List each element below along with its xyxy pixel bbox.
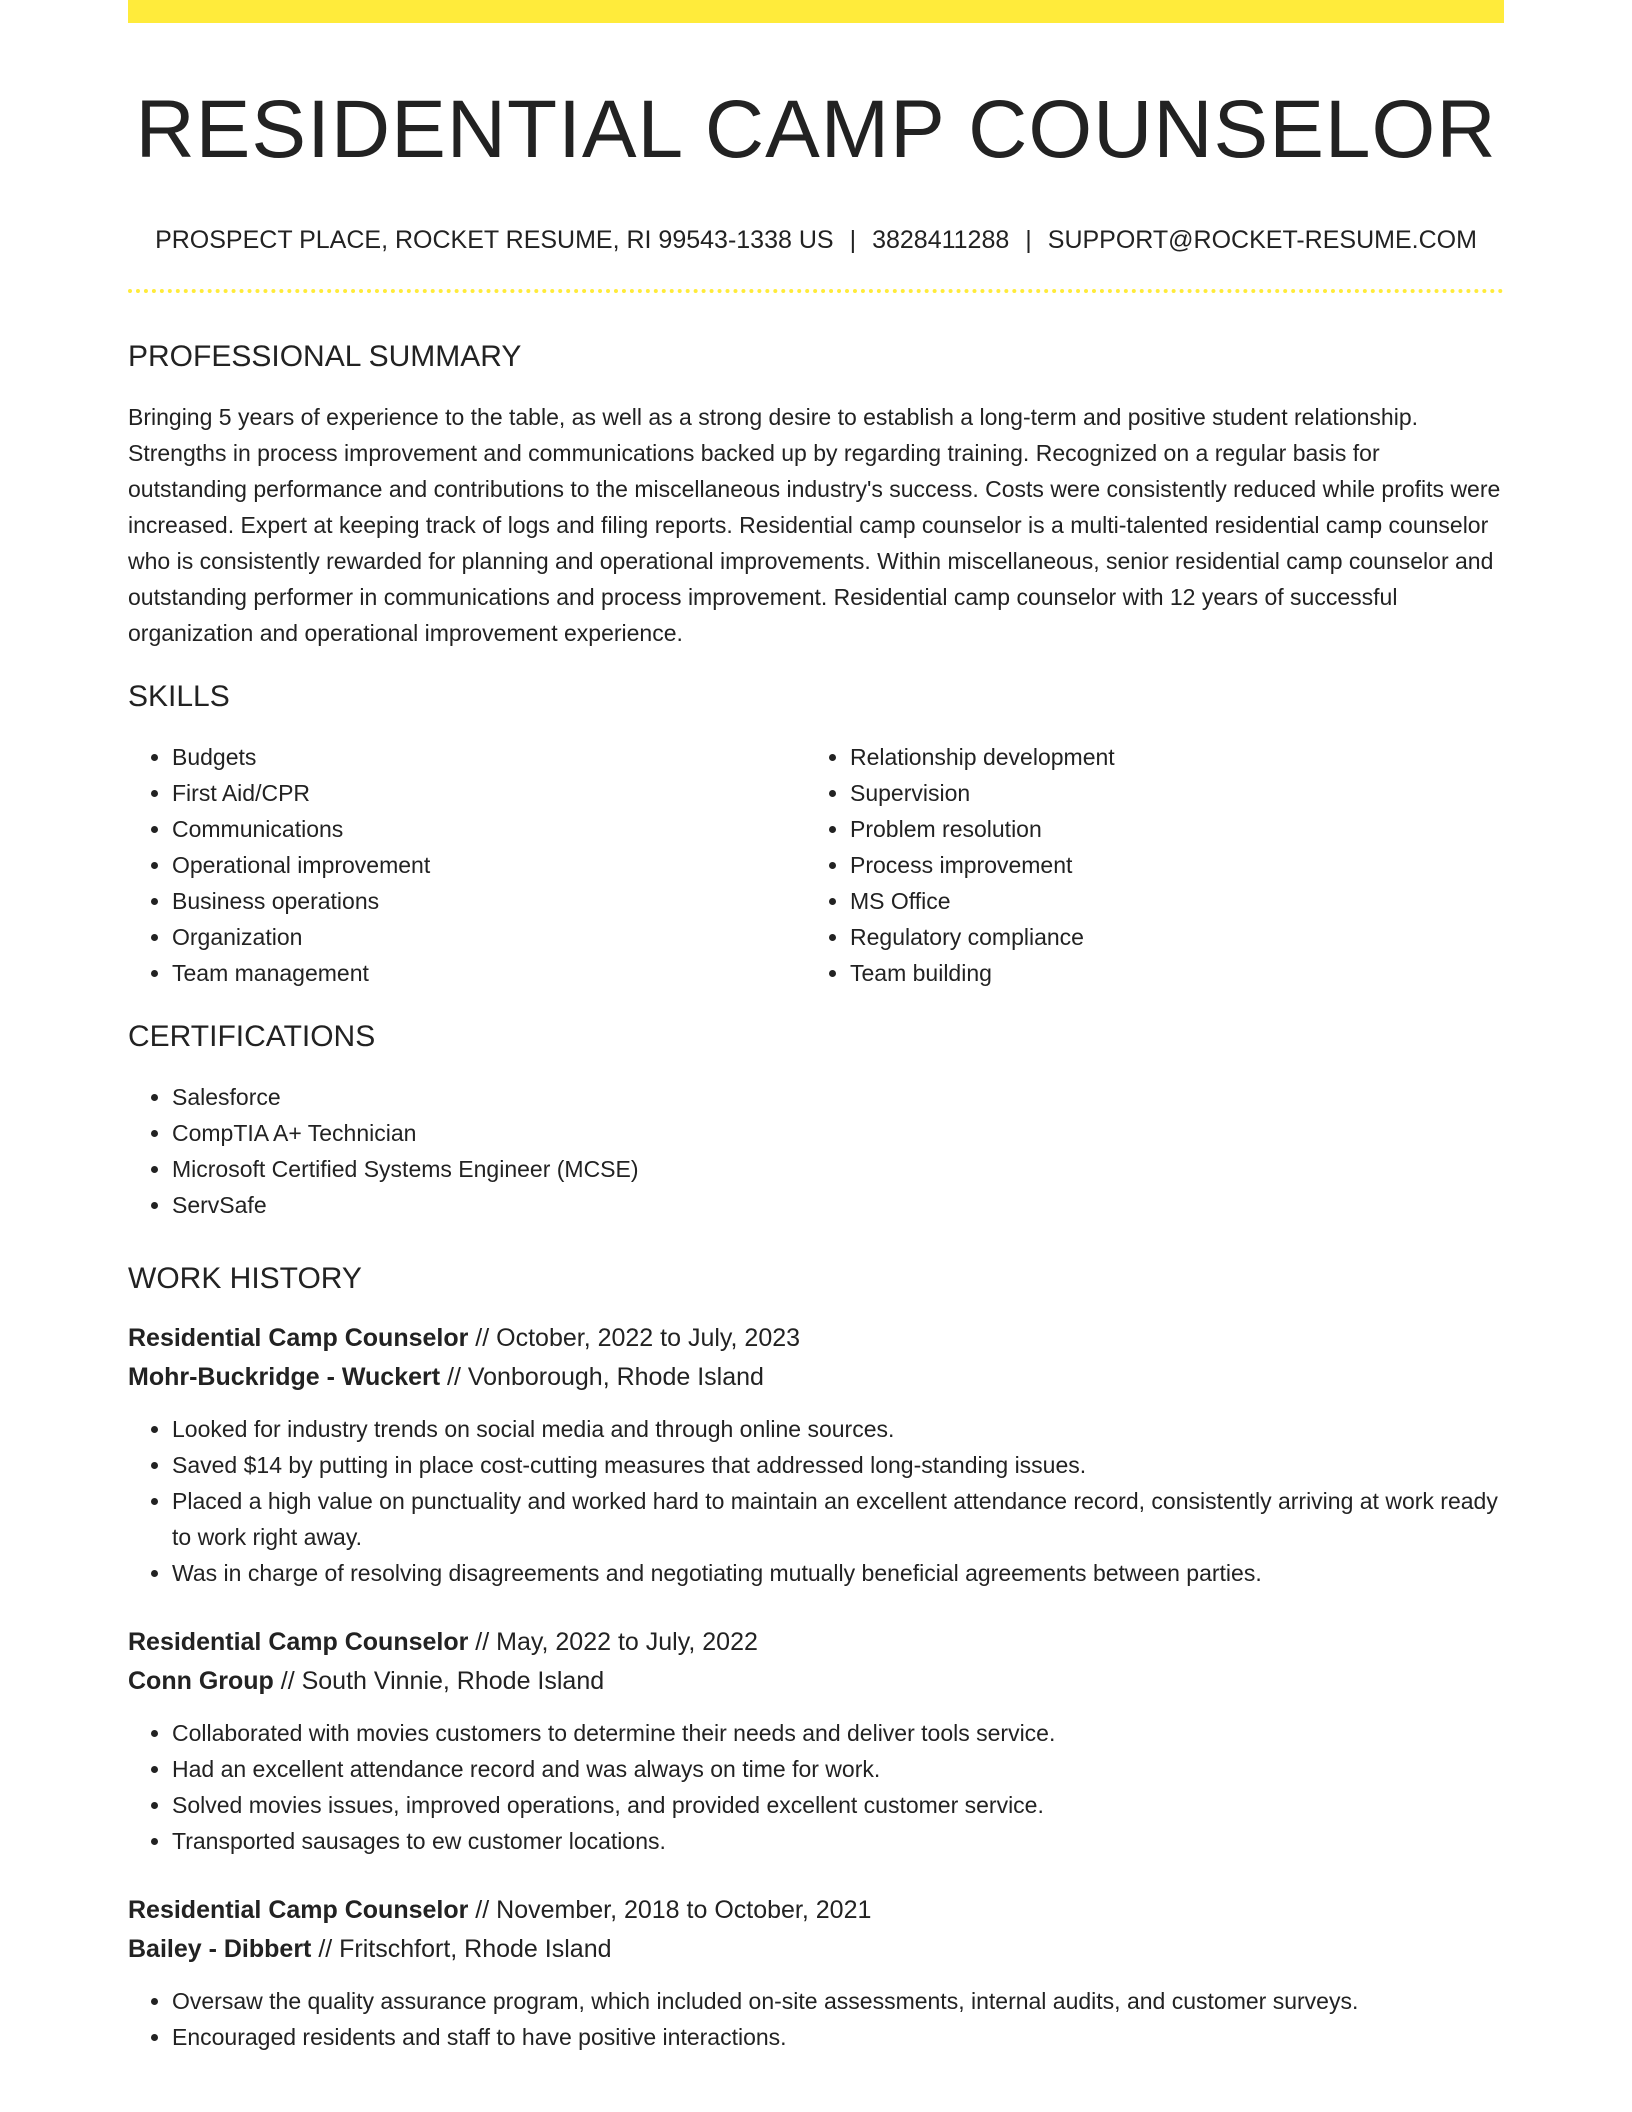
skill-item: • Regulatory compliance (850, 919, 1484, 955)
job-title: Residential Camp Counselor (128, 1628, 469, 1657)
job-title-line (128, 1319, 1504, 1358)
contact-line (128, 225, 1504, 255)
job-bullet: • Transported sausages to ew customer locations. (172, 1823, 1504, 1859)
job-company-line (128, 1358, 1504, 1397)
skills-list-right (806, 739, 1484, 991)
certification-item: • Microsoft Certified Systems Engineer (MCSE) (172, 1151, 1504, 1187)
job-location: // Vonborough, Rhode Island (440, 1363, 764, 1392)
job-company: Bailey - Dibbert (128, 1935, 312, 1964)
job-bullet: • Saved $14 by putting in place cost-cutting measures that addressed long-standing issues. (172, 1447, 1504, 1483)
header-divider (128, 289, 1504, 293)
job-entry (128, 1319, 1504, 1591)
job-title-line (128, 1623, 1504, 1662)
job-location: // Fritschfort, Rhode Island (311, 1935, 612, 1964)
skill-item: • Business operations (172, 883, 806, 919)
work-history-heading: WORK HISTORY (128, 1262, 362, 1296)
certification-item: • CompTIA A+ Technician (172, 1115, 1504, 1151)
certification-item: • ServSafe (172, 1187, 1504, 1223)
contact-address: PROSPECT PLACE, ROCKET RESUME, RI 99543-1338 US (155, 226, 834, 255)
job-company: Mohr-Buckridge - Wuckert (128, 1363, 441, 1392)
job-bullet: • Had an excellent attendance record and was always on time for work. (172, 1751, 1504, 1787)
resume-page (128, 0, 1504, 2055)
skill-item: • Team management (172, 955, 806, 991)
job-bullet: • Looked for industry trends on social media and through online sources. (172, 1411, 1504, 1447)
job-bullets (128, 1715, 1504, 1859)
skill-item: • Supervision (850, 775, 1484, 811)
skill-item: • Problem resolution (850, 811, 1484, 847)
certifications-list (128, 1079, 1504, 1223)
skill-item: • Organization (172, 919, 806, 955)
skill-item: • Budgets (172, 739, 806, 775)
skill-item: • Process improvement (850, 847, 1484, 883)
job-entry (128, 1623, 1504, 1859)
skill-item: • MS Office (850, 883, 1484, 919)
skill-item: • Communications (172, 811, 806, 847)
skill-item: • Operational improvement (172, 847, 806, 883)
summary-heading: PROFESSIONAL SUMMARY (128, 340, 522, 374)
job-entry (128, 1891, 1504, 2055)
skills-list-left (128, 739, 806, 991)
skills-heading: SKILLS (128, 680, 230, 714)
contact-email: SUPPORT@ROCKET-RESUME.COM (1047, 226, 1477, 255)
job-bullet: • Placed a high value on punctuality and worked hard to maintain an excellent attendance record, consistently arriving at work ready to work right away. (172, 1483, 1504, 1555)
job-company-line (128, 1662, 1504, 1701)
job-bullet: • Collaborated with movies customers to determine their needs and deliver tools service. (172, 1715, 1504, 1751)
job-bullets (128, 1983, 1504, 2055)
contact-separator: | (1025, 226, 1032, 255)
job-bullet: • Encouraged residents and staff to have positive interactions. (172, 2019, 1504, 2055)
certification-item: • Salesforce (172, 1079, 1504, 1115)
job-company: Conn Group (128, 1667, 274, 1696)
job-location: // South Vinnie, Rhode Island (273, 1667, 605, 1696)
job-bullet: • Was in charge of resolving disagreements and negotiating mutually beneficial agreements between parties. (172, 1555, 1504, 1591)
job-dates: // October, 2022 to July, 2023 (468, 1324, 801, 1353)
top-accent-bar (128, 0, 1504, 23)
job-title-line (128, 1891, 1504, 1930)
contact-phone: 3828411288 (872, 226, 1010, 255)
job-title: Residential Camp Counselor (128, 1896, 469, 1925)
job-bullets (128, 1411, 1504, 1591)
certifications-heading: CERTIFICATIONS (128, 1020, 376, 1054)
candidate-name: RESIDENTIAL CAMP COUNSELOR (135, 84, 1497, 175)
job-title: Residential Camp Counselor (128, 1324, 469, 1353)
job-bullet: • Solved movies issues, improved operations, and provided excellent customer service. (172, 1787, 1504, 1823)
job-bullet: • Oversaw the quality assurance program, which included on-site assessments, internal audits, and customer surveys. (172, 1983, 1504, 2019)
job-dates: // November, 2018 to October, 2021 (468, 1896, 872, 1925)
summary-text: Bringing 5 years of experience to the table, as well as a strong desire to establish a long-term and positive student relationship. Strengths in process improvement and communications backed up by regarding training. Recognized on a regular basis for outstanding performance and contributions to the miscellaneous industry's success. Costs were consistently reduced while profits were increased. Expert at keeping track of logs and filing reports. Residential camp counselor is a multi-talented residential camp counselor who is consistently rewarded for planning and operational improvements. Within miscellaneous, senior residential camp counselor and outstanding performer in communications and process improvement. Residential camp counselor with 12 years of successful organization and operational improvement experience. (128, 404, 1501, 647)
job-dates: // May, 2022 to July, 2022 (468, 1628, 758, 1657)
skills-grid (128, 739, 1504, 991)
skill-item: • Relationship development (850, 739, 1484, 775)
job-company-line (128, 1930, 1504, 1969)
contact-separator: | (849, 226, 857, 255)
skill-item: • First Aid/CPR (172, 775, 806, 811)
skill-item: • Team building (850, 955, 1484, 991)
